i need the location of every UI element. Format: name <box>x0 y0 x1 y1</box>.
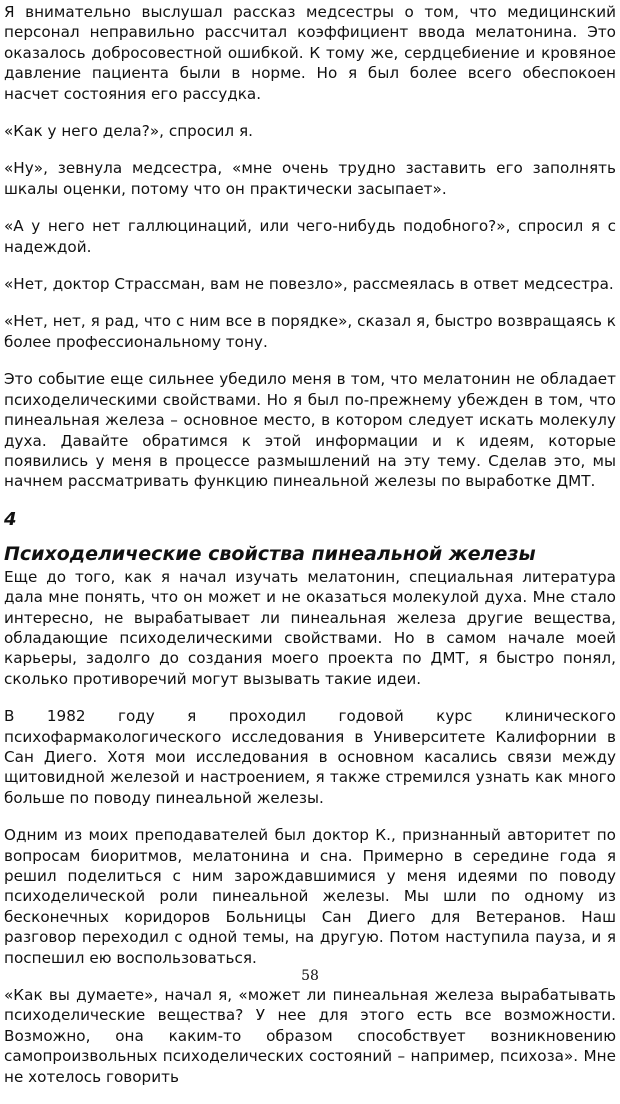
paragraph: Я внимательно выслушал рассказ медсестры о том, что медицинский персонал неправильно рассчитал коэффициент ввода мелатонина. Это оказалось добросовестной ошибкой. К тому же, сердцебиение и кровяное давление пациента были в норме. Но я был более всего обеспокоен насчет состояния его рассудка. <box>4 3 616 103</box>
paragraph: «Как у него дела?», спросил я. <box>4 122 253 141</box>
chapter-title: Психоделические свойства пинеальной железы <box>4 542 536 565</box>
paragraph: В 1982 году я проходил годовой курс клинического психофармакологического исследования в Университете Калифорнии в Сан Диего. Хотя мои исследования в основном касались связи между щитовидной железой и настроением, я также стремился узнать как много больше по поводу пинеальной железы. <box>4 707 616 807</box>
paragraph: Еще до того, как я начал изучать мелатонин, специальная литература дала мне понять, что он может и не оказаться молекулой духа. Мне стало интересно, не вырабатывает ли пинеальная железа другие вещества, обладающие психоделическими свойствами. Но в самом начале моей карьеры, задолго до создания моего проекта по ДМТ, я быстро понял, сколько противоречий могут вызывать такие идеи. <box>4 567 616 688</box>
paragraph: «Нет, нет, я рад, что с ним все в порядке», сказал я, быстро возвращаясь к более профессиональному тону. <box>4 312 616 351</box>
paragraph: Это событие еще сильнее убедило меня в том, что мелатонин не обладает психоделическими свойствами. Но я был по-прежнему убежден в том, что пинеальная железа – основное место, в котором следует искать молекулу духа. Давайте обратимся к этой информации и к идеям, которые появились у меня в процессе размышлений на эту тему. Сделав это, мы начнем рассматривать функцию пинеальной железы по выработке ДМТ. <box>4 370 616 491</box>
paragraph: «Нет, доктор Страссман, вам не повезло», рассмеялась в ответ медсестра. <box>4 275 614 294</box>
paragraph: «Ну», зевнула медсестра, «мне очень трудно заставить его заполнять шкалы оценки, потому что он практически засыпает». <box>4 159 616 198</box>
paragraph: «Как вы думаете», начал я, «может ли пинеальная железа вырабатывать психоделические вещества? У нее для этого есть все возможности. Возможно, она каким-то образом способствует возникновению самопроизвольных психоделических состояний – например, психоза». Мне не хотелось говорить <box>4 986 616 1086</box>
page-content <box>4 2 616 1104</box>
paragraph: Одним из моих преподавателей был доктор К., признанный авторитет по вопросам биоритмов, мелатонина и сна. Примерно в середине года я решил поделиться с ним зарождавшимися у меня идеями по поводу психоделической роли пинеальной железы. Мы шли по одному из бесконечных коридоров Больницы Сан Диего для Ветеранов. Наш разговор переходил с одной темы, на другую. Потом наступила пауза, и я поспешил ею воспользоваться. <box>4 826 616 967</box>
paragraph: «А у него нет галлюцинаций, или чего-нибудь подобного?», спросил я с надеждой. <box>4 217 616 256</box>
chapter-number: 4 <box>4 508 17 530</box>
page-number: 58 <box>301 968 319 984</box>
